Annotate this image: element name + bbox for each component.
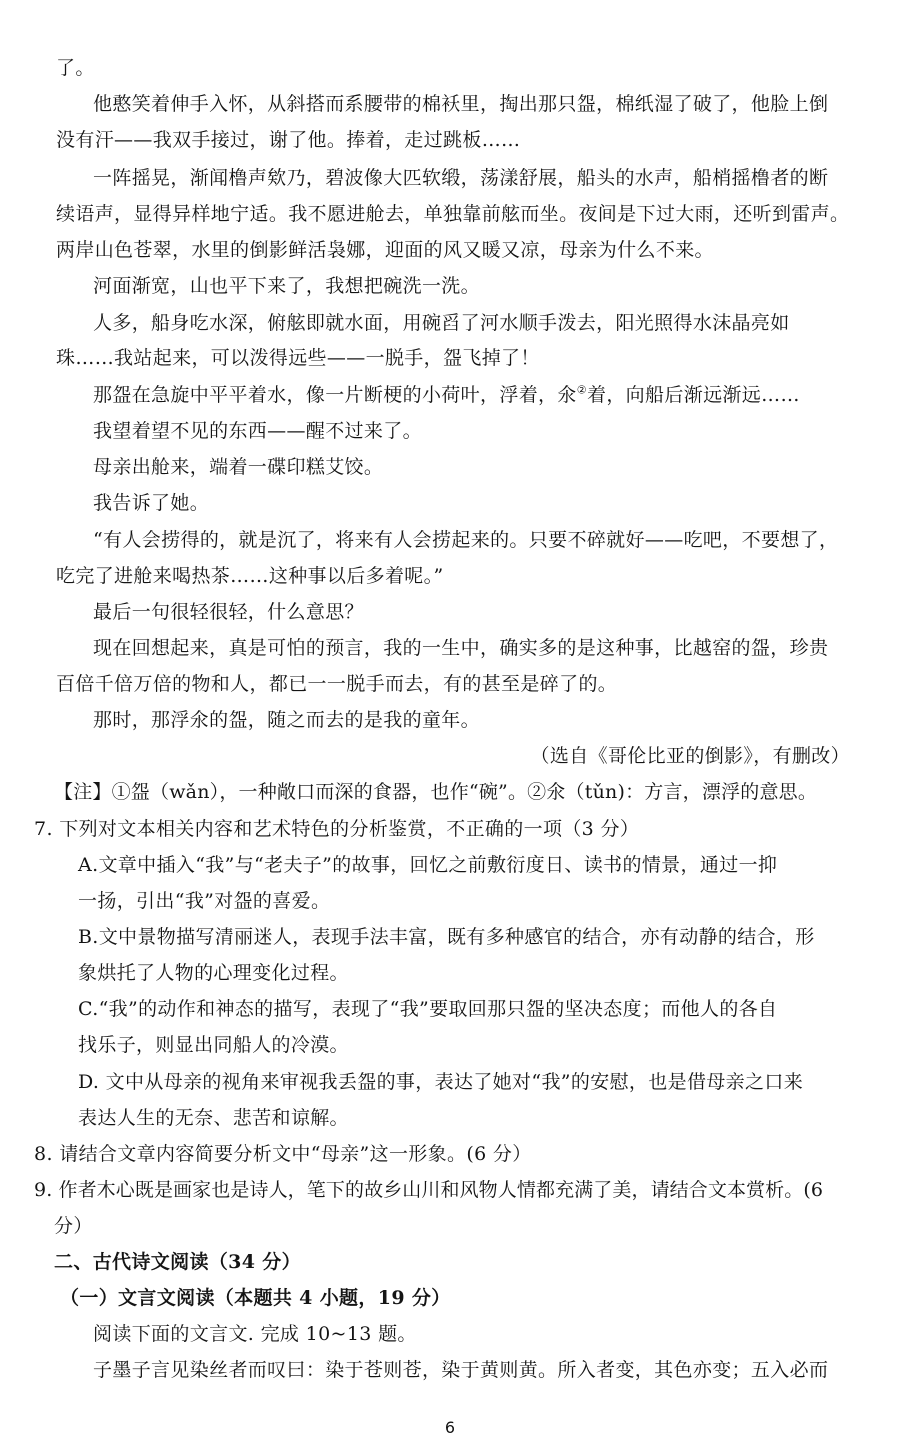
passage-line: 珠……我站起来，可以泼得远些——一脱手，盌飞掉了！ (56, 347, 540, 369)
passage-line: 没有汗——我双手接过，谢了他。捧着，走过跳板…… (56, 129, 521, 151)
passage-text: 那盌在急旋中平平着水，像一片断梗的小荷叶，浮着，氽 (93, 384, 577, 406)
passage-line: 一阵摇晃，渐闻橹声欸乃，碧波像大匹软缎，荡漾舒展，船头的水声，船梢摇橹者的断 (93, 167, 829, 189)
footnote-marker: ② (576, 383, 587, 397)
option-b-line: B.文中景物描写清丽迷人，表现手法丰富，既有多种感官的结合，亦有动静的结合，形 (78, 926, 815, 948)
passage-text: 着，向船后渐远渐远…… (586, 384, 800, 406)
passage-line: 现在回想起来，真是可怕的预言，我的一生中，确实多的是这种事，比越窑的盌，珍贵 (93, 637, 829, 659)
section-heading: 二、古代诗文阅读（34 分） (54, 1251, 301, 1273)
passage-line (93, 381, 800, 409)
instruction: 阅读下面的文言文. 完成 10~13 题。 (93, 1323, 417, 1345)
passage-line: 两岸山色苍翠，水里的倒影鲜活袅娜，迎面的风又暖又凉，母亲为什么不来。 (56, 239, 714, 261)
passage-line: 那时，那浮氽的盌，随之而去的是我的童年。 (93, 709, 481, 731)
question-7: 7. 下列对文本相关内容和艺术特色的分析鉴赏，不正确的一项（3 分） (34, 818, 640, 840)
option-b-line: 象烘托了人物的心理变化过程。 (78, 962, 349, 984)
passage-line: 吃完了进舱来喝热茶……这种事以后多着呢。” (56, 565, 444, 587)
passage-line: 我告诉了她。 (93, 492, 210, 514)
option-a-line: 一扬，引出“我”对盌的喜爱。 (78, 890, 331, 912)
footnote: 【注】①盌（wǎn），一种敞口而深的食器，也作“碗”。②氽（tǔn)：方言，漂浮的意思。 (54, 781, 818, 803)
question-8: 8. 请结合文章内容简要分析文中“母亲”这一形象。(6 分） (34, 1143, 532, 1165)
passage-line: 他憨笑着伸手入怀，从斜搭而系腰带的棉袄里，掏出那只盌，棉纸湿了破了，他脸上倒 (93, 93, 829, 115)
option-d-line: 表达人生的无奈、悲苦和谅解。 (78, 1107, 349, 1129)
question-9-cont: 分） (54, 1215, 93, 1237)
passage-line: 了。 (56, 57, 95, 79)
option-c-line: C.“我”的动作和神态的描写，表现了“我”要取回那只盌的坚决态度；而他人的各自 (78, 998, 778, 1020)
passage-line: 人多，船身吃水深，俯舷即就水面，用碗舀了河水顺手泼去，阳光照得水沫晶亮如 (93, 312, 790, 334)
option-a-line: A.文章中插入“我”与“老夫子”的故事，回忆之前敷衍度日、读书的情景，通过一抑 (78, 854, 778, 876)
passage-line: 河面渐宽，山也平下来了，我想把碗洗一洗。 (93, 275, 481, 297)
classical-text-line: 子墨子言见染丝者而叹曰：染于苍则苍，染于黄则黄。所入者变，其色亦变；五入必而 (93, 1359, 829, 1381)
passage-line: 母亲出舱来，端着一碟印糕艾饺。 (93, 456, 384, 478)
question-9: 9. 作者木心既是画家也是诗人，笔下的故乡山川和风物人情都充满了美，请结合文本赏析。(6 (34, 1179, 824, 1201)
option-d-line: D. 文中从母亲的视角来审视我丢盌的事，表达了她对“我”的安慰，也是借母亲之口来 (78, 1071, 804, 1093)
passage-line: 最后一句很轻很轻，什么意思？ (93, 601, 364, 623)
page-number: 6 (444, 1418, 456, 1437)
passage-line: 续语声，显得异样地宁适。我不愿进舱去，单独靠前舷而坐。夜间是下过大雨，还听到雷声。 (56, 203, 850, 225)
passage-line: “有人会捞得的，就是沉了，将来有人会捞起来的。只要不碎就好——吃吧，不要想了， (93, 529, 839, 551)
passage-line: 百倍千倍万倍的物和人，都已一一脱手而去，有的甚至是碎了的。 (56, 673, 618, 695)
source-citation: （选自《哥伦比亚的倒影》，有删改） (530, 745, 850, 767)
subsection-heading: （一）文言文阅读（本题共 4 小题，19 分） (60, 1287, 451, 1309)
option-c-line: 找乐子，则显出同船人的冷漠。 (78, 1034, 349, 1056)
passage-line: 我望着望不见的东西——醒不过来了。 (93, 420, 422, 442)
